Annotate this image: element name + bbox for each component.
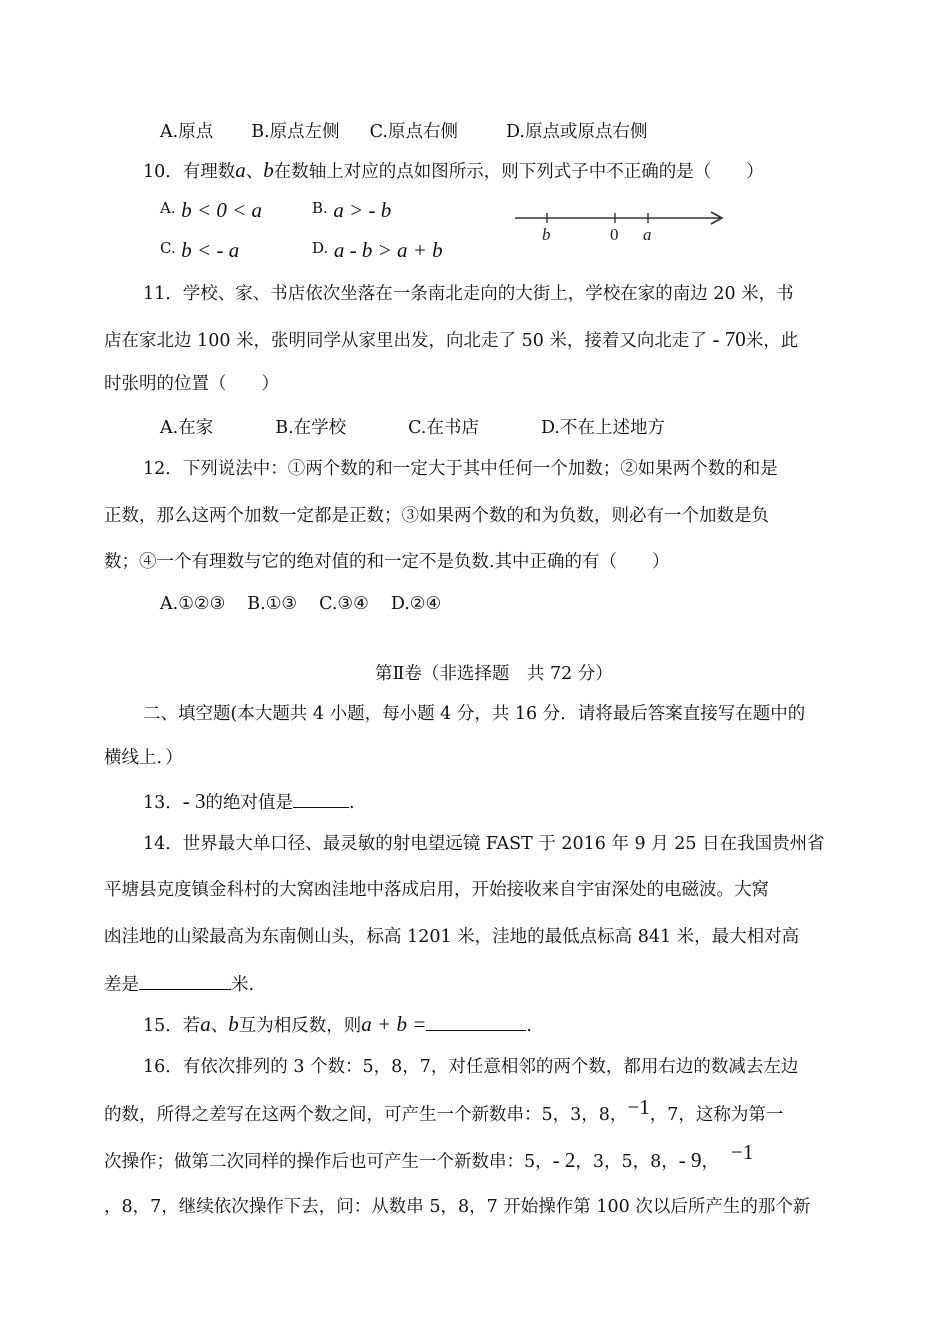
q12-option-c: C.③④ bbox=[319, 594, 369, 614]
q15-text: 互为相反数，则 bbox=[238, 1016, 362, 1036]
q13-text: 的绝对值是 bbox=[205, 793, 294, 813]
label-0: 0 bbox=[610, 225, 619, 244]
q13-value: - 3 bbox=[182, 789, 206, 813]
q10-option-d bbox=[312, 238, 443, 264]
q11-option-c: C.在书店 bbox=[408, 418, 479, 438]
q15-var-a: a bbox=[200, 1012, 211, 1036]
q15-end: . bbox=[526, 1016, 532, 1036]
q16-value-1: −1 bbox=[627, 1095, 650, 1119]
q10-option-d-expr: a - b > a + b bbox=[333, 238, 443, 262]
q10-option-a-label: A. bbox=[160, 199, 176, 217]
q11-line-2-post: 米，此 bbox=[745, 331, 799, 351]
q10-sep: 、 bbox=[245, 162, 264, 182]
q12-option-a: A.①②③ bbox=[160, 594, 226, 614]
q10-option-c bbox=[160, 238, 239, 264]
q11-option-d: D.不在上述地方 bbox=[540, 418, 665, 438]
q13-line bbox=[143, 789, 355, 815]
q15-number: 15．若 bbox=[143, 1016, 201, 1036]
q10-option-a bbox=[160, 198, 262, 224]
q12-options bbox=[160, 592, 441, 616]
q14-line-4-pre: 差是 bbox=[104, 975, 139, 995]
part2-instructions-1: 二、填空题(本大题共 4 小题，每小题 4 分，共 16 分．请将最后答案直接写在题中的 bbox=[143, 704, 806, 724]
q14-answer-blank[interactable] bbox=[139, 971, 231, 990]
q10-var-a: a bbox=[235, 158, 246, 182]
q9-option-c: C.原点右侧 bbox=[369, 122, 458, 142]
q16-value-4: −1 bbox=[731, 1140, 754, 1164]
q16-value-2: - 2 bbox=[552, 1148, 576, 1172]
q10-stem-pre: 10．有理数 bbox=[143, 162, 236, 182]
q14-line-4 bbox=[104, 971, 254, 997]
q16-line-4: ，8，7，继续依次操作下去，问：从数串 5，8，7 开始操作第 100 次以后所产生的那个新 bbox=[104, 1197, 811, 1217]
q10-option-c-expr: b < - a bbox=[181, 238, 240, 262]
q16-line-2-pre: 的数，所得之差写在这两个数之间，可产生一个新数串：5，3，8， bbox=[104, 1105, 628, 1125]
q15-answer-blank[interactable] bbox=[426, 1012, 526, 1031]
q15-sep: 、 bbox=[210, 1016, 229, 1036]
q11-line-2 bbox=[104, 327, 798, 353]
q16-line-3-pre: 次操作；做第二次同样的操作后也可产生一个新数串：5， bbox=[104, 1152, 553, 1172]
number-line-figure bbox=[515, 206, 730, 246]
q16-line-3-sep: ， bbox=[701, 1152, 720, 1172]
q15-line bbox=[143, 1012, 532, 1038]
q10-option-b-expr: a > - b bbox=[333, 198, 392, 222]
q10-stem-post: 在数轴上对应的点如图所示，则下列式子中不正确的是（ ） bbox=[273, 162, 764, 182]
q9-options bbox=[160, 120, 647, 144]
q12-line-1: 12．下列说法中：①两个数的和一定大于其中任何一个加数；②如果两个数的和是 bbox=[143, 459, 778, 479]
q15-expression: a + b = bbox=[361, 1012, 427, 1036]
q9-option-d: D.原点或原点右侧 bbox=[505, 122, 648, 142]
q16-value-3: - 9 bbox=[678, 1148, 702, 1172]
q10-stem bbox=[143, 158, 764, 184]
q13-number: 13． bbox=[143, 793, 183, 813]
q10-var-b: b bbox=[263, 158, 274, 182]
q12-line-3: 数；④一个有理数与它的绝对值的和一定不是负数.其中正确的有（ ） bbox=[104, 552, 670, 572]
q11-line-2-pre: 店在家北边 100 米，张明同学从家里出发，向北走了 50 米，接着又向北走了 bbox=[104, 331, 707, 351]
q14-line-3: 凼洼地的山梁最高为东南侧山头，标高 1201 米，洼地的最低点标高 841 米，最大相对高 bbox=[104, 927, 800, 947]
q11-option-a: A.在家 bbox=[160, 418, 214, 438]
q12-option-d: D.②④ bbox=[390, 594, 442, 614]
q9-option-a: A.原点 bbox=[160, 122, 214, 142]
label-a: a bbox=[643, 225, 652, 244]
q15-var-b: b bbox=[228, 1012, 239, 1036]
part2-title: 第Ⅱ卷（非选择题 共 72 分） bbox=[375, 664, 613, 684]
q10-option-c-label: C. bbox=[160, 239, 176, 257]
q11-options bbox=[160, 416, 665, 440]
q10-option-a-expr: b < 0 < a bbox=[181, 198, 263, 222]
q12-line-2: 正数，那么这两个加数一定都是正数；③如果两个数的和为负数，则必有一个加数是负 bbox=[104, 506, 769, 526]
q11-option-b: B.在学校 bbox=[275, 418, 347, 438]
q16-line-3-mid: ，3，5，8， bbox=[575, 1152, 679, 1172]
q11-line-3: 时张明的位置（ ） bbox=[104, 374, 279, 394]
q16-line-3 bbox=[104, 1140, 754, 1174]
part2-instructions-2: 横线上．） bbox=[104, 748, 183, 768]
q16-line-1: 16．有依次排列的 3 个数：5，8，7，对任意相邻的两个数，都用右边的数减去左边 bbox=[143, 1057, 799, 1077]
q10-option-b bbox=[312, 198, 391, 224]
q11-value: - 70 bbox=[712, 327, 746, 351]
q13-answer-blank[interactable] bbox=[293, 789, 349, 808]
q13-end: . bbox=[349, 793, 355, 813]
q16-line-2 bbox=[104, 1095, 784, 1127]
q14-line-1: 14．世界最大单口径、最灵敏的射电望远镜 FAST 于 2016 年 9 月 25 日在我国贵州省 bbox=[143, 834, 825, 854]
q9-option-b: B.原点左侧 bbox=[251, 122, 340, 142]
q12-option-b: B.①③ bbox=[247, 594, 298, 614]
q14-line-2: 平塘县克度镇金科村的大窝凼洼地中落成启用，开始接收来自宇宙深处的电磁波。大窝 bbox=[104, 880, 769, 900]
label-b: b bbox=[542, 225, 551, 244]
q14-line-4-post: 米. bbox=[231, 975, 255, 995]
q16-line-2-post: ，7，这称为第一 bbox=[649, 1105, 784, 1125]
q11-line-1: 11．学校、家、书店依次坐落在一条南北走向的大街上，学校在家的南边 20 米，书 bbox=[143, 284, 794, 304]
q10-option-d-label: D. bbox=[312, 239, 329, 257]
q10-option-b-label: B. bbox=[312, 199, 328, 217]
